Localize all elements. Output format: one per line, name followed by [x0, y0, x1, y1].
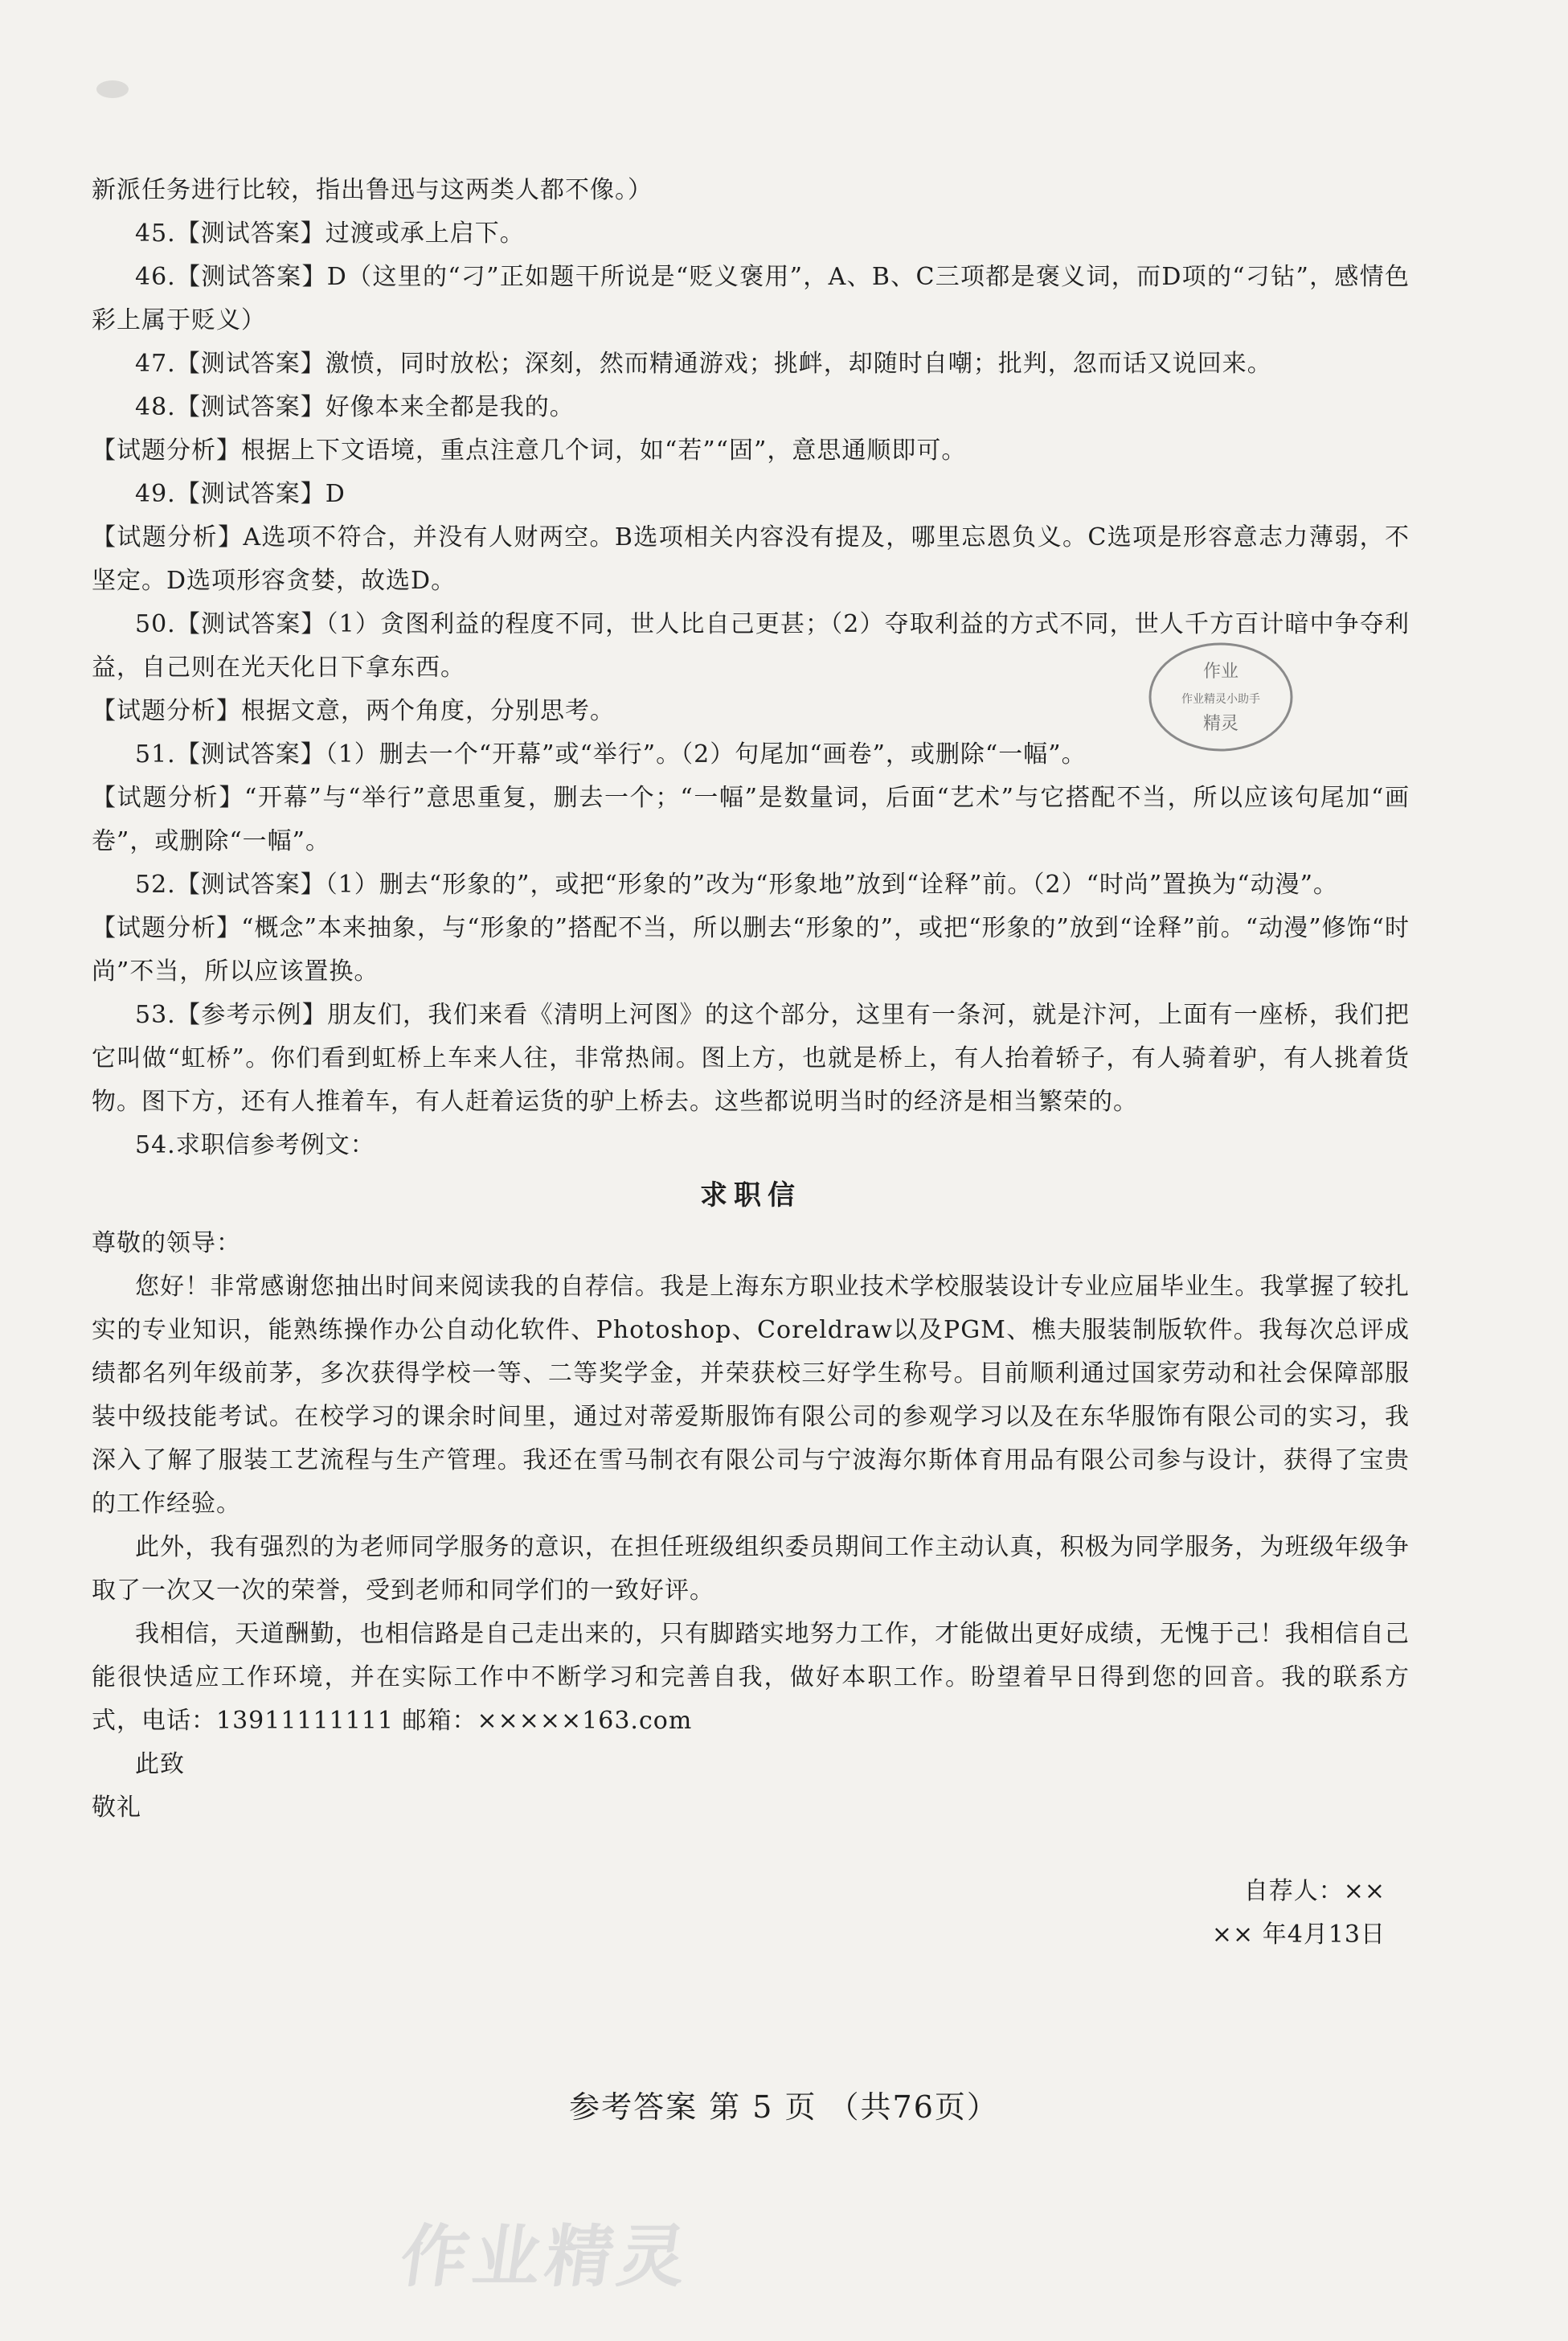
letter-signer: 自荐人：×× [1243, 1877, 1386, 1905]
page-footer: 参考答案 第 5 页 （共76页） [569, 2089, 999, 2125]
watermark-stamp-icon [1144, 637, 1297, 757]
letter-closing: 敬礼 [92, 1794, 141, 1822]
answer-line: 新派任务进行比较，指出鲁迅与这两类人都不像。） [92, 176, 653, 204]
watermark-text: 作业精灵 [395, 2217, 696, 2296]
analysis-line: 【试题分析】根据文意，两个角度，分别思考。 [92, 697, 615, 725]
stamp-line1: 作业 [1202, 662, 1239, 682]
letter-title: 求职信 [700, 1179, 801, 1211]
letter-paragraph: 我相信，天道酬勤，也相信路是自己走出来的，只有脚踏实地努力工作，才能做出更好成绩，无愧于己！我相信自己能很快适应工作环境，并在实际工作中不断学习和完善自我，做好本职工作。盼望着早日得到您的回音。我的联系方式，电话：13911111111 邮箱：×××××163.com [92, 1620, 1410, 1735]
stamp-line2: 作业精灵小助手 [1181, 693, 1260, 706]
answer-line: 54.求职信参考例文： [135, 1131, 375, 1159]
answer-line: 50.【测试答案】（1）贪图利益的程度不同，世人比自己更甚；（2）夺取利益的方式不同，世人千方百计暗中争夺利益，自己则在光天化日下拿东西。 [92, 610, 1410, 682]
answer-line: 46.【测试答案】D（这里的“刁”正如题干所说是“贬义褒用”，A、B、C三项都是褒义词，而D项的“刁钻”，感情色彩上属于贬义） [92, 263, 1410, 334]
answer-line: 53.【参考示例】朋友们，我们来看《清明上河图》的这个部分，这里有一条河，就是汴河，上面有一座桥，我们把它叫做“虹桥”。你们看到虹桥上车来人往，非常热闹。图上方，也就是桥上，有人抬着轿子，有人骑着驴，有人挑着货物。图下方，还有人推着车，有人赶着运货的驴上桥去。这些都说明当时的经济是相当繁荣的。 [92, 1001, 1410, 1116]
analysis-line: 【试题分析】根据上下文语境，重点注意几个词，如“若”“固”，意思通顺即可。 [92, 437, 967, 465]
answer-line: 52.【测试答案】（1）删去“形象的”，或把“形象的”改为“形象地”放到“诠释”前。（2）“时尚”置换为“动漫”。 [135, 871, 1338, 899]
answer-line: 51.【测试答案】（1）删去一个“开幕”或“举行”。（2）句尾加“画卷”，或删除“一幅”。 [135, 740, 1087, 769]
answer-line: 48.【测试答案】好像本来全都是我的。 [135, 393, 575, 421]
analysis-line: 【试题分析】A选项不符合，并没有人财两空。B选项相关内容没有提及，哪里忘恩负义。C选项是形容意志力薄弱，不坚定。D选项形容贪婪，故选D。 [92, 523, 1410, 595]
letter-paragraph: 此外，我有强烈的为老师同学服务的意识，在担任班级组织委员期间工作主动认真，积极为同学服务，为班级年级争取了一次又一次的荣誉，受到老师和同学们的一致好评。 [92, 1533, 1410, 1605]
letter-date: ×× 年4月13日 [1211, 1921, 1386, 1949]
answer-content [92, 169, 1410, 1957]
analysis-line: 【试题分析】“概念”本来抽象，与“形象的”搭配不当，所以删去“形象的”，或把“形象的”放到“诠释”前。“动漫”修饰“时尚”不当，所以应该置换。 [92, 914, 1410, 986]
letter-paragraph: 您好！非常感谢您抽出时间来阅读我的自荐信。我是上海东方职业技术学校服装设计专业应届毕业生。我掌握了较扎实的专业知识，能熟练操作办公自动化软件、Photoshop、Coreldraw以及PGM、樵夫服装制版软件。我每次总评成绩都名列年级前茅，多次获得学校一等、二等奖学金，并荣获校三好学生称号。目前顺利通过国家劳动和社会保障部服装中级技能考试。在校学习的课余时间里，通过对蒂爱斯服饰有限公司的参观学习以及在东华服饰有限公司的实习，我深入了解了服装工艺流程与生产管理。我还在雪马制衣有限公司与宁波海尔斯体育用品有限公司参与设计，获得了宝贵的工作经验。 [92, 1273, 1410, 1518]
answer-line: 47.【测试答案】激愤，同时放松；深刻，然而精通游戏；挑衅，却随时自嘲；批判，忽而话又说回来。 [135, 350, 1272, 378]
answer-line: 49.【测试答案】D [135, 480, 346, 508]
scan-smudge [96, 80, 129, 98]
letter-closing: 此致 [135, 1750, 185, 1778]
letter-salutation: 尊敬的领导： [92, 1229, 241, 1257]
stamp-line3: 精灵 [1202, 714, 1239, 734]
answer-line: 45.【测试答案】过渡或承上启下。 [135, 219, 525, 248]
analysis-line: 【试题分析】“开幕”与“举行”意思重复，删去一个；“一幅”是数量词，后面“艺术”与它搭配不当，所以应该句尾加“画卷”，或删除“一幅”。 [92, 784, 1410, 855]
